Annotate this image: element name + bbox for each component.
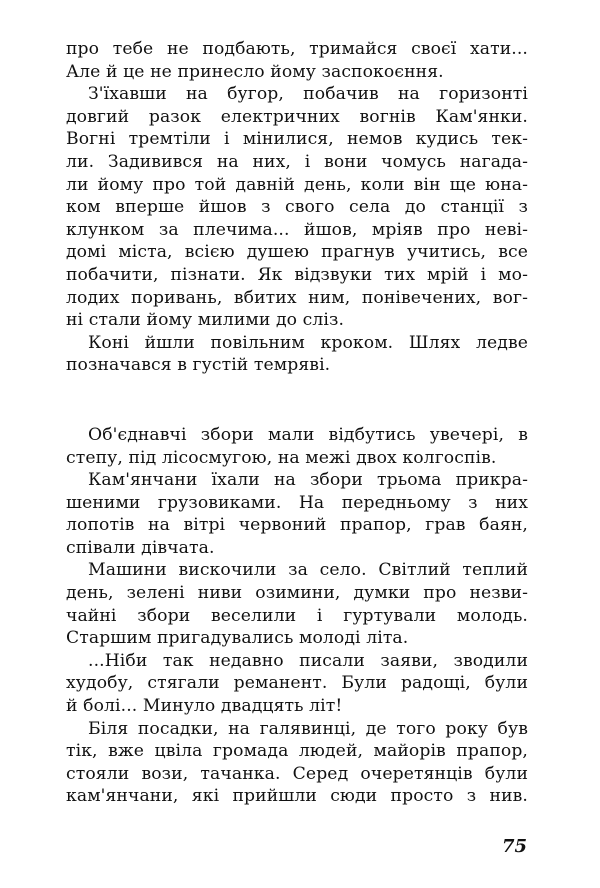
text-line: Вогні тремтіли і мінилися, немов кудись тек-: [66, 129, 528, 150]
paragraph: [66, 83, 528, 332]
text-line: Коні йшли повільним кроком. Шлях ледве: [88, 332, 528, 353]
text-line: Старшим пригадувались молоді літа.: [66, 628, 409, 649]
text-line: ли. Задивився на них, і вони чомусь нагада-: [66, 151, 528, 172]
page-number: 75: [502, 836, 528, 857]
section-break: [66, 377, 528, 424]
paragraph: [66, 424, 528, 469]
paragraph: [66, 718, 528, 808]
text-line: побачити, пізнати. Як відзвуки тих мрій і мо-: [66, 264, 528, 285]
text-line: тік, вже цвіла громада людей, майорів прапор,: [66, 741, 528, 762]
paragraph: [66, 559, 528, 649]
text-line: худобу, стягали реманент. Були радощі, були: [66, 673, 528, 694]
text-line: стояли вози, тачанка. Серед очеретянців були: [66, 763, 528, 784]
text-line: ком вперше йшов з свого села до станції з: [66, 197, 528, 218]
paragraph: [66, 650, 528, 718]
text-line: ні стали йому милими до сліз.: [66, 310, 345, 331]
text-line: степу, під лісосмугою, на межі двох колгоспів.: [66, 447, 497, 468]
text-line: ...Ніби так недавно писали заяви, зводили: [88, 650, 528, 671]
text-line: кам'янчани, які прийшли сюди просто з нив.: [66, 786, 528, 807]
text-line: З'їхавши на бугор, побачив на горизонті: [88, 84, 528, 105]
section-1: [66, 38, 528, 377]
text-line: клунком за плечима... йшов, мріяв про неві-: [66, 219, 528, 240]
text-line: співали дівчата.: [66, 537, 215, 558]
text-line: Машини вискочили за село. Світлий теплий: [88, 560, 528, 581]
text-line: позначався в густій темряві.: [66, 355, 331, 376]
text-line: день, зелені ниви озимини, думки про незви-: [66, 583, 528, 604]
text-line: домі міста, всією душею прагнув учитись, все: [66, 242, 528, 263]
text-line: Біля посадки, на галявинці, де того року був: [88, 718, 528, 739]
text-line: Об'єднавчі збори мали відбутись увечері, в: [88, 424, 528, 445]
paragraph: [66, 38, 528, 83]
text-line: про тебе не подбають, тримайся своєї хати...: [66, 39, 528, 59]
section-2: [66, 424, 528, 808]
text-line: чайні збори веселили і гуртували молодь.: [66, 605, 528, 626]
text-line: лодих поривань, вбитих ним, понівечених, вог-: [66, 287, 528, 308]
book-page: [66, 38, 528, 808]
text-line: Кам'янчани їхали на збори трьома прикра-: [88, 470, 528, 491]
paragraph: [66, 469, 528, 559]
text-line: й болі... Минуло двадцять літ!: [66, 696, 343, 717]
text-line: лопотів на вітрі червоний прапор, грав баян,: [66, 515, 528, 536]
text-line: довгий разок електричних вогнів Кам'янки.: [66, 106, 528, 127]
text-line: Але й це не принесло йому заспокоєння.: [66, 61, 444, 82]
text-line: ли йому про той давній день, коли він ще юна-: [66, 174, 528, 195]
text-line: шеними грузовиками. На передньому з них: [66, 492, 528, 513]
paragraph: [66, 332, 528, 377]
